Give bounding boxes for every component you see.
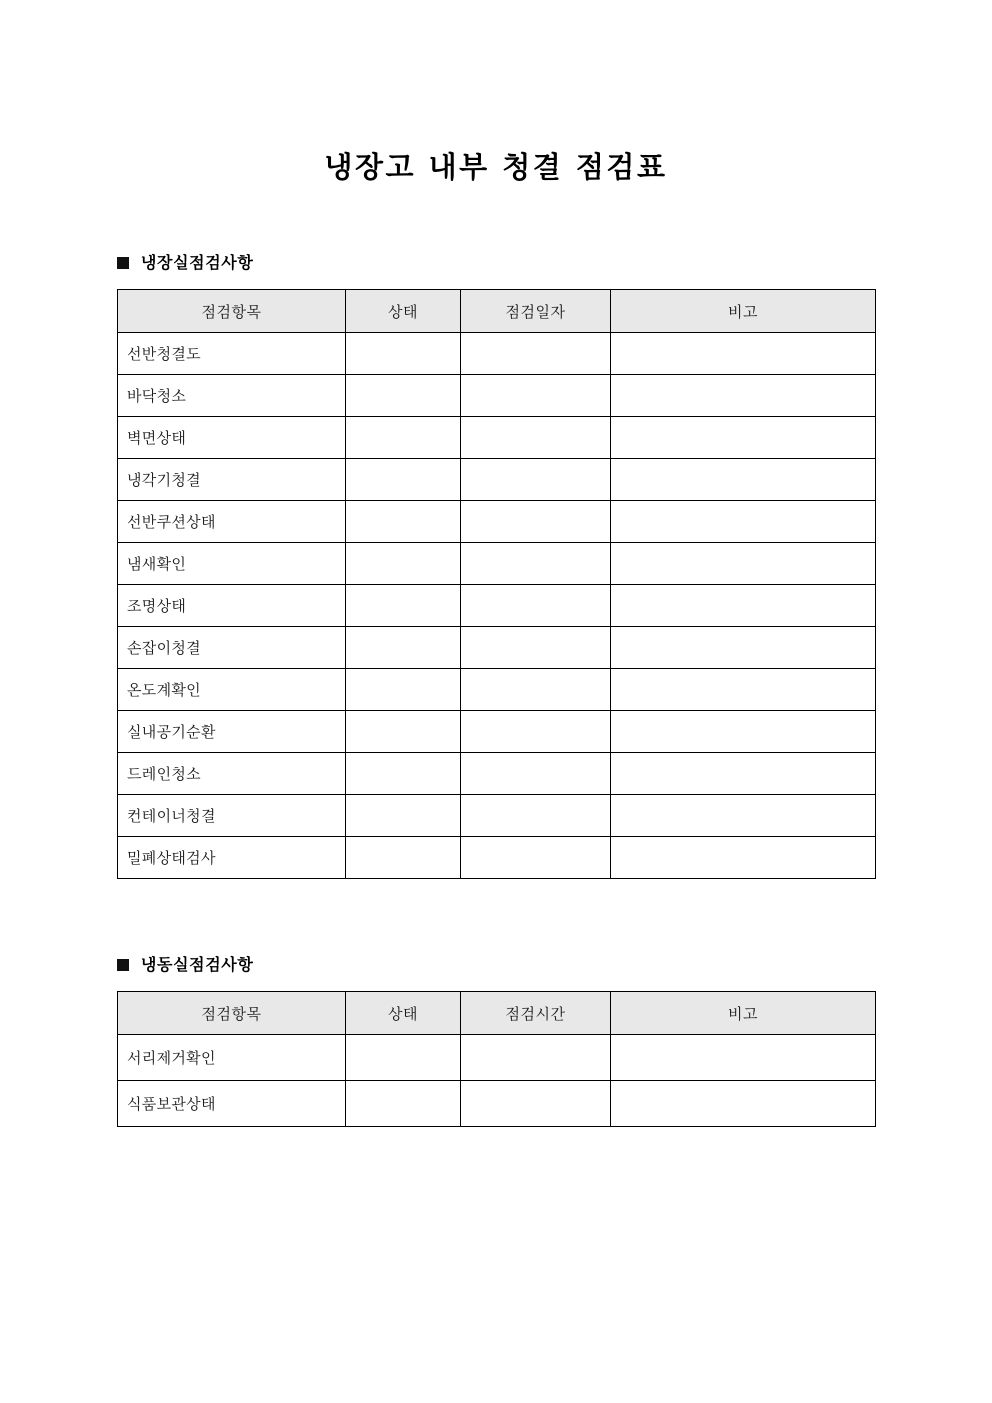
status-entry-cell[interactable] <box>346 543 461 585</box>
table-row <box>118 1081 876 1127</box>
datetime-entry-cell[interactable] <box>461 795 611 837</box>
table-row <box>118 627 876 669</box>
status-entry-cell[interactable] <box>346 627 461 669</box>
checklist-item-label: 냉각기청결 <box>118 459 346 501</box>
datetime-entry-cell[interactable] <box>461 753 611 795</box>
checklist-item-label: 손잡이청결 <box>118 627 346 669</box>
checklist-item-label: 밀폐상태검사 <box>118 837 346 879</box>
checklist-item-label: 컨테이너청결 <box>118 795 346 837</box>
remark-entry-cell[interactable] <box>611 837 876 879</box>
table-header <box>118 992 876 1035</box>
section-heading-label: 냉장실점검사항 <box>141 253 254 272</box>
table-body <box>118 333 876 879</box>
square-bullet-icon <box>117 959 129 971</box>
column-header-time: 점검시간 <box>461 992 611 1035</box>
remark-entry-cell[interactable] <box>611 627 876 669</box>
checklist-item-label: 냄새확인 <box>118 543 346 585</box>
page-title: 냉장고 내부 청결 점검표 <box>324 150 668 185</box>
remark-entry-cell[interactable] <box>611 795 876 837</box>
datetime-entry-cell[interactable] <box>461 417 611 459</box>
column-header-status: 상태 <box>346 992 461 1035</box>
remark-entry-cell[interactable] <box>611 1081 876 1127</box>
table-row <box>118 417 876 459</box>
column-header-status: 상태 <box>346 290 461 333</box>
column-header-item: 점검항목 <box>118 992 346 1035</box>
datetime-entry-cell[interactable] <box>461 501 611 543</box>
checklist-item-label: 드레인청소 <box>118 753 346 795</box>
table-row <box>118 375 876 417</box>
checklist-item-label: 실내공기순환 <box>118 711 346 753</box>
datetime-entry-cell[interactable] <box>461 459 611 501</box>
table-row <box>118 669 876 711</box>
status-entry-cell[interactable] <box>346 669 461 711</box>
remark-entry-cell[interactable] <box>611 501 876 543</box>
remark-entry-cell[interactable] <box>611 417 876 459</box>
table-row <box>118 837 876 879</box>
table-row <box>118 459 876 501</box>
datetime-entry-cell[interactable] <box>461 1081 611 1127</box>
checklist-item-label: 벽면상태 <box>118 417 346 459</box>
status-entry-cell[interactable] <box>346 1081 461 1127</box>
status-entry-cell[interactable] <box>346 459 461 501</box>
remark-entry-cell[interactable] <box>611 543 876 585</box>
table-row <box>118 585 876 627</box>
remark-entry-cell[interactable] <box>611 459 876 501</box>
datetime-entry-cell[interactable] <box>461 375 611 417</box>
column-header-item: 점검항목 <box>118 290 346 333</box>
status-entry-cell[interactable] <box>346 417 461 459</box>
column-header-remark: 비고 <box>611 992 876 1035</box>
remark-entry-cell[interactable] <box>611 333 876 375</box>
remark-entry-cell[interactable] <box>611 1035 876 1081</box>
section-heading-label: 냉동실점검사항 <box>141 955 254 974</box>
freezer-checklist-table <box>117 991 876 1127</box>
refrigerator-checklist-table <box>117 289 876 879</box>
datetime-entry-cell[interactable] <box>461 333 611 375</box>
checklist-item-label: 온도계확인 <box>118 669 346 711</box>
status-entry-cell[interactable] <box>346 375 461 417</box>
table-header-row <box>118 290 876 333</box>
status-entry-cell[interactable] <box>346 1035 461 1081</box>
datetime-entry-cell[interactable] <box>461 585 611 627</box>
remark-entry-cell[interactable] <box>611 669 876 711</box>
table-row <box>118 753 876 795</box>
datetime-entry-cell[interactable] <box>461 543 611 585</box>
table-body <box>118 1035 876 1127</box>
status-entry-cell[interactable] <box>346 711 461 753</box>
checklist-item-label: 선반쿠션상태 <box>118 501 346 543</box>
column-header-remark: 비고 <box>611 290 876 333</box>
status-entry-cell[interactable] <box>346 753 461 795</box>
remark-entry-cell[interactable] <box>611 753 876 795</box>
datetime-entry-cell[interactable] <box>461 837 611 879</box>
status-entry-cell[interactable] <box>346 501 461 543</box>
checklist-item-label: 바닥청소 <box>118 375 346 417</box>
table-header <box>118 290 876 333</box>
table-row <box>118 543 876 585</box>
datetime-entry-cell[interactable] <box>461 711 611 753</box>
checklist-item-label: 서리제거확인 <box>118 1035 346 1081</box>
table-row <box>118 333 876 375</box>
datetime-entry-cell[interactable] <box>461 627 611 669</box>
remark-entry-cell[interactable] <box>611 585 876 627</box>
remark-entry-cell[interactable] <box>611 375 876 417</box>
remark-entry-cell[interactable] <box>611 711 876 753</box>
status-entry-cell[interactable] <box>346 585 461 627</box>
datetime-entry-cell[interactable] <box>461 669 611 711</box>
datetime-entry-cell[interactable] <box>461 1035 611 1081</box>
checklist-item-label: 선반청결도 <box>118 333 346 375</box>
status-entry-cell[interactable] <box>346 837 461 879</box>
status-entry-cell[interactable] <box>346 333 461 375</box>
checklist-item-label: 식품보관상태 <box>118 1081 346 1127</box>
checklist-item-label: 조명상태 <box>118 585 346 627</box>
section-heading-refrigerator <box>117 252 253 274</box>
table-row <box>118 501 876 543</box>
column-header-date: 점검일자 <box>461 290 611 333</box>
status-entry-cell[interactable] <box>346 795 461 837</box>
table-header-row <box>118 992 876 1035</box>
square-bullet-icon <box>117 257 129 269</box>
table-row <box>118 795 876 837</box>
table-row <box>118 711 876 753</box>
section-heading-freezer <box>117 954 253 976</box>
table-row <box>118 1035 876 1081</box>
